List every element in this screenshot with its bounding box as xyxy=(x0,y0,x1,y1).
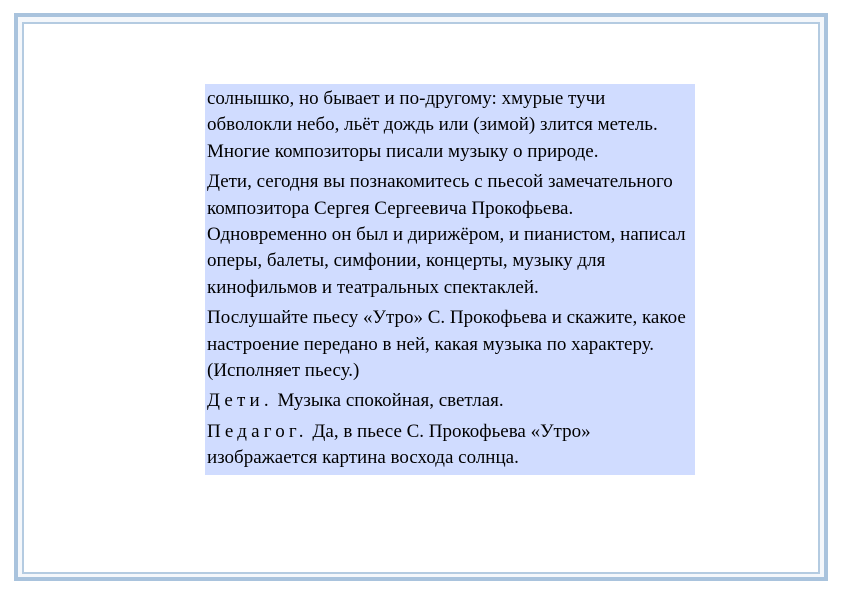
paragraph-text: солнышко, но бывает и по-другому: хмурые тучи обволокли небо, льёт дождь или (зимой) злится метель. Многие композиторы писали музыку о природе. xyxy=(207,88,658,162)
paragraph-text: Дети, сегодня вы познакомитесь с пьесой замечательного композитора Сергея Сергеевича Прокофьева. Одновременно он был и дирижёром, и пианистом, написал оперы, балеты, симфонии, концерты, музыку для кинофильмов и театральных спектаклей. xyxy=(207,171,686,298)
speaker-label: Дети. xyxy=(207,390,273,412)
paragraph-teacher-reply xyxy=(207,419,693,472)
paragraph-text: Музыка спокойная, светлая. xyxy=(272,390,504,412)
paragraph-text: Да, в пьесе С. Прокофьева «Утро» изображается картина восхода солнца. xyxy=(207,420,591,469)
paragraph-nature xyxy=(207,86,693,165)
paragraph-prokofiev-intro xyxy=(207,169,693,301)
highlighted-text-block xyxy=(205,84,695,475)
paragraph-text: Послушайте пьесу «Утро» С. Прокофьева и скажите, какое настроение передано в ней, какая музыка по характеру. (Исполняет пьесу.) xyxy=(207,307,686,382)
paragraph-listen-task xyxy=(207,305,693,384)
speaker-label: Педагог. xyxy=(207,420,308,442)
paragraph-children-reply xyxy=(207,388,693,414)
